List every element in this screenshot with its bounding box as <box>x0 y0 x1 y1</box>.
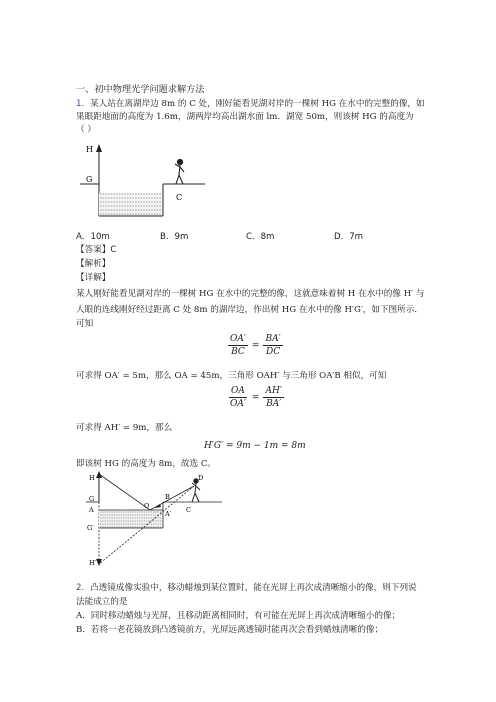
svg-text:G: G <box>89 495 95 503</box>
question-1-line-3: （ ） <box>76 125 96 135</box>
question-2-line-1: 2．凸透镜成像实验中，移动蜡烛到某位置时，能在光屏上再次成清晰缩小的像，则下列说 <box>76 583 417 593</box>
svg-text:H′: H′ <box>89 559 97 567</box>
answer: 【答案】C <box>76 245 117 255</box>
option-c[interactable]: C．8m <box>246 232 275 242</box>
figure-2-reflection-diagram <box>86 470 226 570</box>
detail-heading: 【详解】 <box>76 273 111 283</box>
svg-text:O: O <box>144 502 150 510</box>
svg-text:H: H <box>89 474 95 482</box>
svg-text:C: C <box>186 506 191 514</box>
person-icon <box>192 479 200 502</box>
question-number: 2． <box>76 583 91 593</box>
explanation-line-5: 可求得 AH′ = 9m，那么 <box>76 423 173 433</box>
equation-hg: H′G′ = 9m − 1m = 8m <box>204 441 306 451</box>
question-2-option-b[interactable]: B．若将一老花镜放到凸透镜前方，光屏远离透镜时能再次会看到蜡烛清晰的像； <box>76 625 384 635</box>
fraction-equation-2: $\frac{OA}{OA'}$ = $\frac{AH'}{BA'}$ <box>230 386 282 409</box>
question-1-line-2: 果眼距地面的高度为 1.6m，湖两岸均高出湖水面 lm．湖宽 50m，则该树 HG 的高度为 <box>76 112 414 122</box>
svg-text:G′: G′ <box>87 524 94 532</box>
question-number: 1． <box>76 99 91 109</box>
svg-text:B: B <box>165 493 170 501</box>
question-1-line-1: 1．某人站在离湖岸边 8m 的 C 处，刚好能看见湖对岸的一棵树 HG 在水中的完整的像，如 <box>76 99 425 109</box>
explanation-line-6: 即该树 HG 的高度为 8m，故选 C。 <box>76 459 217 469</box>
person-icon <box>175 159 184 184</box>
option-a[interactable]: A．10m <box>76 232 110 242</box>
label-C: C <box>176 193 183 202</box>
section-title: 一、初中物理光学问题求解方法 <box>76 84 205 95</box>
explanation-line-4: 可求得 OA′ = 5m，那么 OA = 45m，三角形 OAH′ 与三角形 OA′B 相似，可知 <box>76 371 387 381</box>
option-d[interactable]: D．7m <box>334 232 364 242</box>
explanation-line-1: 某人刚好能看见湖对岸的一棵树 HG 在水中的完整的像，这就意味着树 H 在水中的像 H′ 与 <box>76 289 425 299</box>
explanation-line-2: 人眼的连线刚好经过距离 C 处 8m 的湖岸边，作出树 HG 在水中的像 H′G′，如下图所示． <box>76 305 423 315</box>
label-G: G <box>86 175 93 184</box>
label-H: H <box>86 145 93 154</box>
figure-1-lake-diagram <box>80 140 210 220</box>
svg-text:A′: A′ <box>165 510 172 518</box>
explanation-line-3: 可知 <box>76 319 94 329</box>
question-2-option-a[interactable]: A．同时移动蜡烛与光屏，且移动距离相同时，有可能在光屏上再次成清晰缩小的像； <box>76 611 401 621</box>
svg-text:D: D <box>198 474 204 482</box>
svg-text:A: A <box>89 506 94 514</box>
fraction-equation-1: $\frac{OA'}{BC}$ = $\frac{BA'}{DC}$ <box>230 334 281 357</box>
analysis-heading: 【解析】 <box>76 259 111 269</box>
question-2-line-2: 法能成立的是 <box>76 597 128 607</box>
option-b[interactable]: B．9m <box>160 232 189 242</box>
